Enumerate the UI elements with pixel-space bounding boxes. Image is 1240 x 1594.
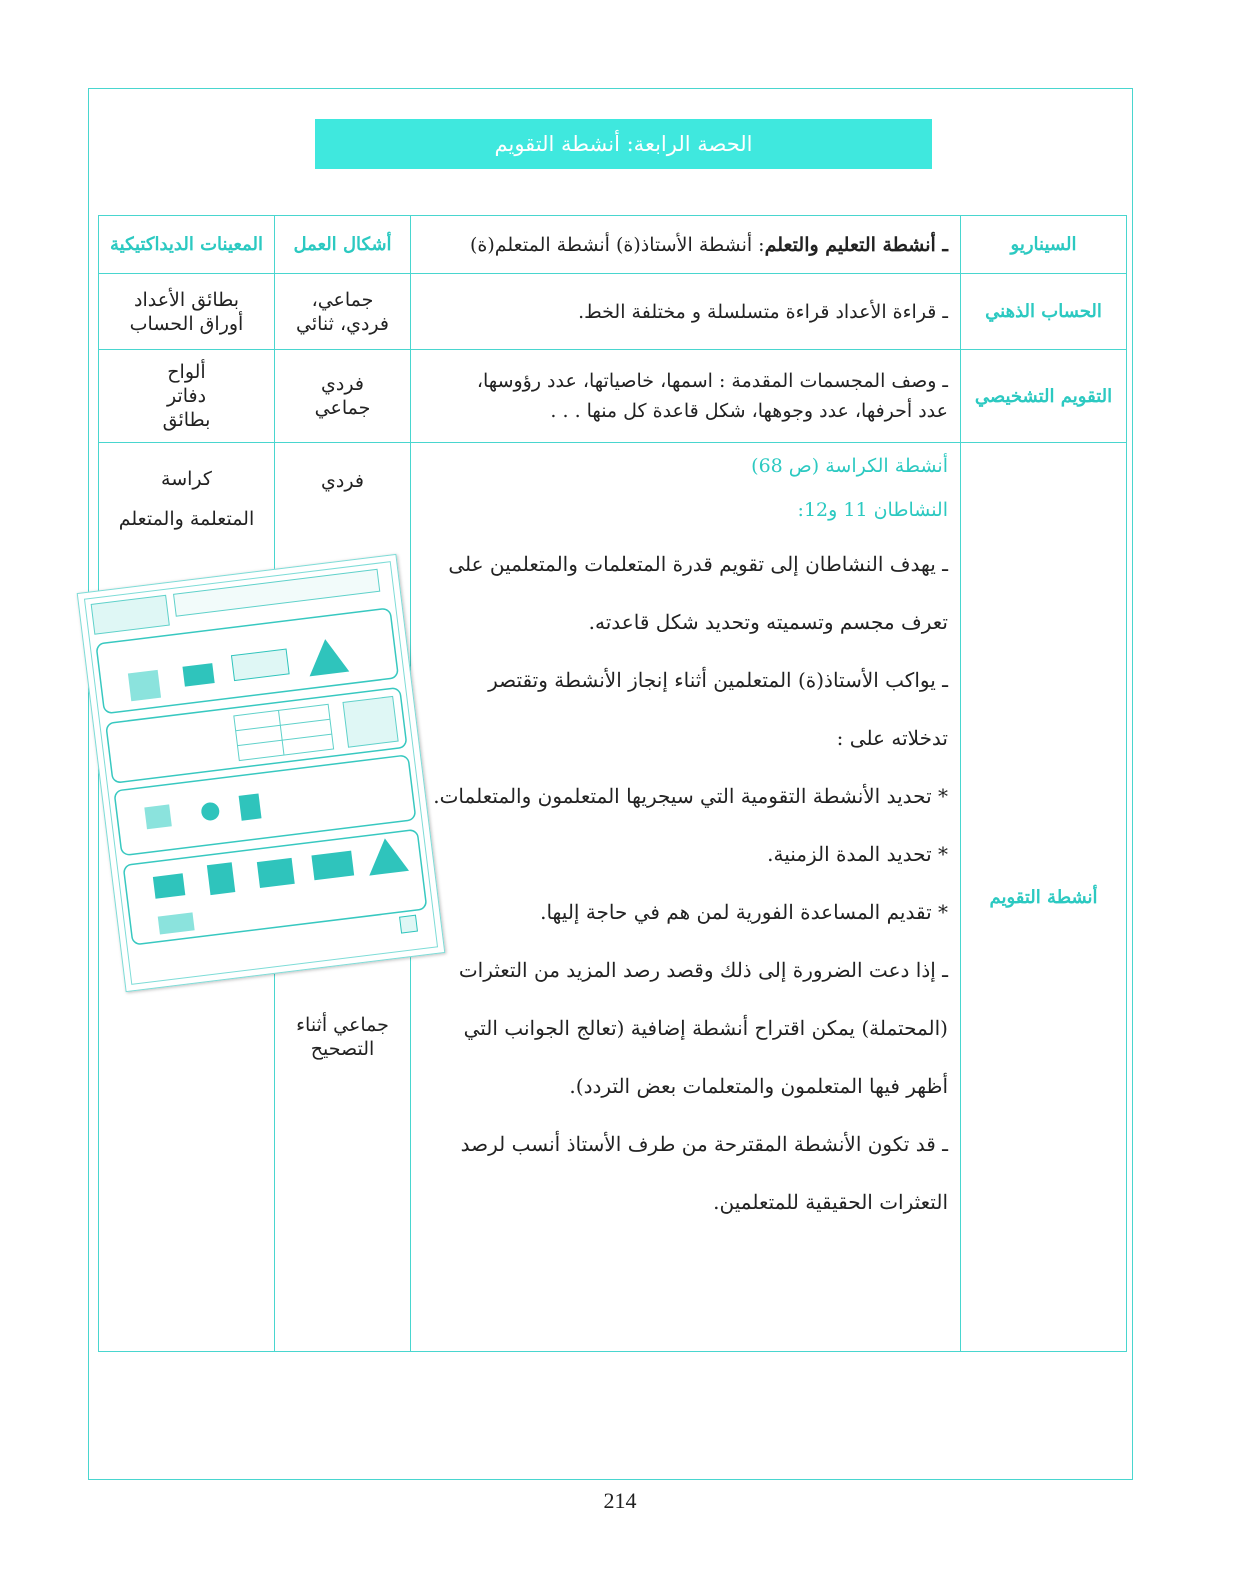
session-title-banner: [315, 119, 932, 169]
page-number: 214: [603, 1488, 637, 1513]
aids-cell: بطائق الأعداد أوراق الحساب: [99, 274, 275, 350]
paragraph: تدخلاته على :: [836, 726, 948, 750]
paragraph: ـ يواكب الأستاذ(ة) المتعلمين أثناء إنجاز الأنشطة وتقتصر: [488, 668, 948, 692]
scenario-mental-math: الحساب الذهني: [961, 274, 1127, 350]
activity-cell: ـ قراءة الأعداد قراءة متسلسلة و مختلفة الخط.: [411, 274, 961, 350]
paragraph: ـ يهدف النشاطان إلى تقويم قدرة المتعلمات والمتعلمين على: [448, 552, 948, 576]
paragraph: أظهر فيها المتعلمون والمتعلمات بعض التردد).: [569, 1074, 948, 1098]
paragraph: ـ إذا دعت الضرورة إلى ذلك وقصد رصد المزيد من التعثرات: [458, 958, 948, 982]
paragraph: * تقديم المساعدة الفورية لمن هم في حاجة إليها.: [540, 900, 948, 924]
paragraph: التعثرات الحقيقية للمتعلمين.: [713, 1190, 948, 1214]
paragraph: * تحديد الأنشطة التقومية التي سيجريها المتعلمون والمتعلمات.: [433, 784, 948, 808]
aids-cell: ألواح دفاتر بطائق: [99, 350, 275, 443]
workbook-thumbnail-icon: [78, 555, 444, 991]
header-scenario: السيناريو: [961, 216, 1127, 274]
header-didactic-aids: المعينات الديداكتيكية: [99, 216, 275, 274]
workbook-reference: أنشطة الكراسة (ص 68): [751, 455, 948, 477]
scenario-evaluation: أنشطة التقويم: [961, 443, 1127, 1352]
table-header-row: [99, 216, 1127, 274]
activity-numbers: النشاطان 11 و12:: [797, 499, 948, 521]
session-title: الحصة الرابعة: أنشطة التقويم: [494, 132, 753, 156]
work-form-cell: جماعي، فردي، ثنائي: [275, 274, 411, 350]
paragraph: (المحتملة) يمكن اقتراح أنشطة إضافية (تعالج الجوانب التي: [463, 1016, 948, 1040]
paragraph: تعرف مجسم وتسميته وتحديد شكل قاعدته.: [588, 610, 948, 634]
scenario-diagnostic: التقويم التشخيصي: [961, 350, 1127, 443]
table-row: [99, 274, 1127, 350]
work-form-correction: جماعي أثناء التصحيح: [296, 1014, 389, 1060]
work-form-cell: فردي جماعي أثناء التصحيح: [275, 443, 411, 1352]
paragraph: * تحديد المدة الزمنية.: [767, 842, 948, 866]
table-row: [99, 350, 1127, 443]
activity-cell: ـ وصف المجسمات المقدمة : اسمها، خاصياتها، عدد رؤوسها، عدد أحرفها، عدد وجوهها، شكل قاعدة كل منها . . .: [411, 350, 961, 443]
paragraph: ـ قد تكون الأنشطة المقترحة من طرف الأستاذ أنسب لرصد: [460, 1132, 948, 1156]
header-work-forms: أشكال العمل: [275, 216, 411, 274]
work-form-cell: فردي جماعي: [275, 350, 411, 443]
aids-cell: كراسة المتعلمة والمتعلم: [99, 443, 275, 1352]
activity-cell: [411, 443, 961, 1352]
workbook-page-thumbnail: [77, 554, 446, 992]
header-activities: ـ أنشطة التعليم والتعلم: أنشطة الأستاذ(ة) أنشطة المتعلم(ة): [411, 216, 961, 274]
